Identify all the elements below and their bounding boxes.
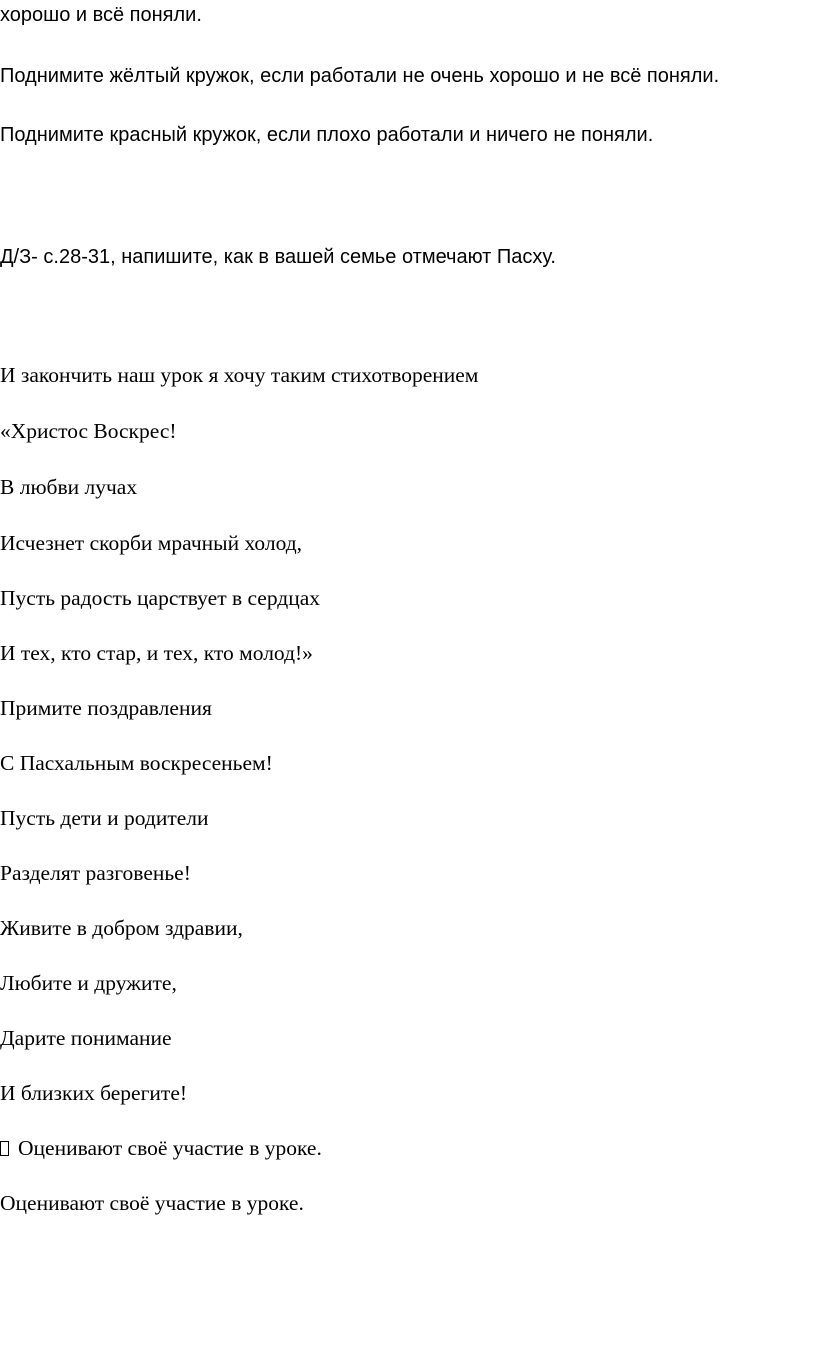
text-line: Оценивают своё участие в уроке. — [0, 1191, 304, 1215]
text-line: Поднимите красный кружок, если плохо работали и ничего не поняли. — [0, 124, 654, 146]
poem-line: Примите поздравления — [0, 696, 212, 720]
poem-line: В любви лучах — [0, 475, 138, 499]
poem-line: Дарите понимание — [0, 1026, 172, 1050]
bullet-item-text: Оценивают своё участие в уроке. — [18, 1136, 322, 1160]
poem-line: Пусть радость царствует в сердцах — [0, 586, 321, 610]
poem-line: И близких берегите! — [0, 1081, 188, 1105]
text-line: И закончить наш урок я хочу таким стихотворением — [0, 363, 479, 387]
poem-line: Разделят разговенье! — [0, 861, 191, 885]
poem-line: Любите и дружите, — [0, 971, 177, 995]
poem-line: С Пасхальным воскресеньем! — [0, 751, 273, 775]
missing-glyph-box-icon — [0, 1141, 9, 1156]
poem-line: «Христос Воскрес! — [0, 419, 177, 443]
poem-line: Пусть дети и родители — [0, 806, 209, 830]
poem-line: Исчезнет скорби мрачный холод, — [0, 531, 303, 555]
poem-line: И тех, кто стар, и тех, кто молод!» — [0, 641, 313, 665]
text-line: хорошо и всё поняли. — [0, 4, 202, 26]
poem-line: Живите в добром здравии, — [0, 916, 243, 940]
homework-line: Д/З- с.28-31, напишите, как в вашей семье отмечают Пасху. — [0, 246, 556, 268]
bullet-item — [0, 1135, 322, 1161]
text-line: Поднимите жёлтый кружок, если работали не очень хорошо и не всё поняли. — [0, 65, 720, 87]
